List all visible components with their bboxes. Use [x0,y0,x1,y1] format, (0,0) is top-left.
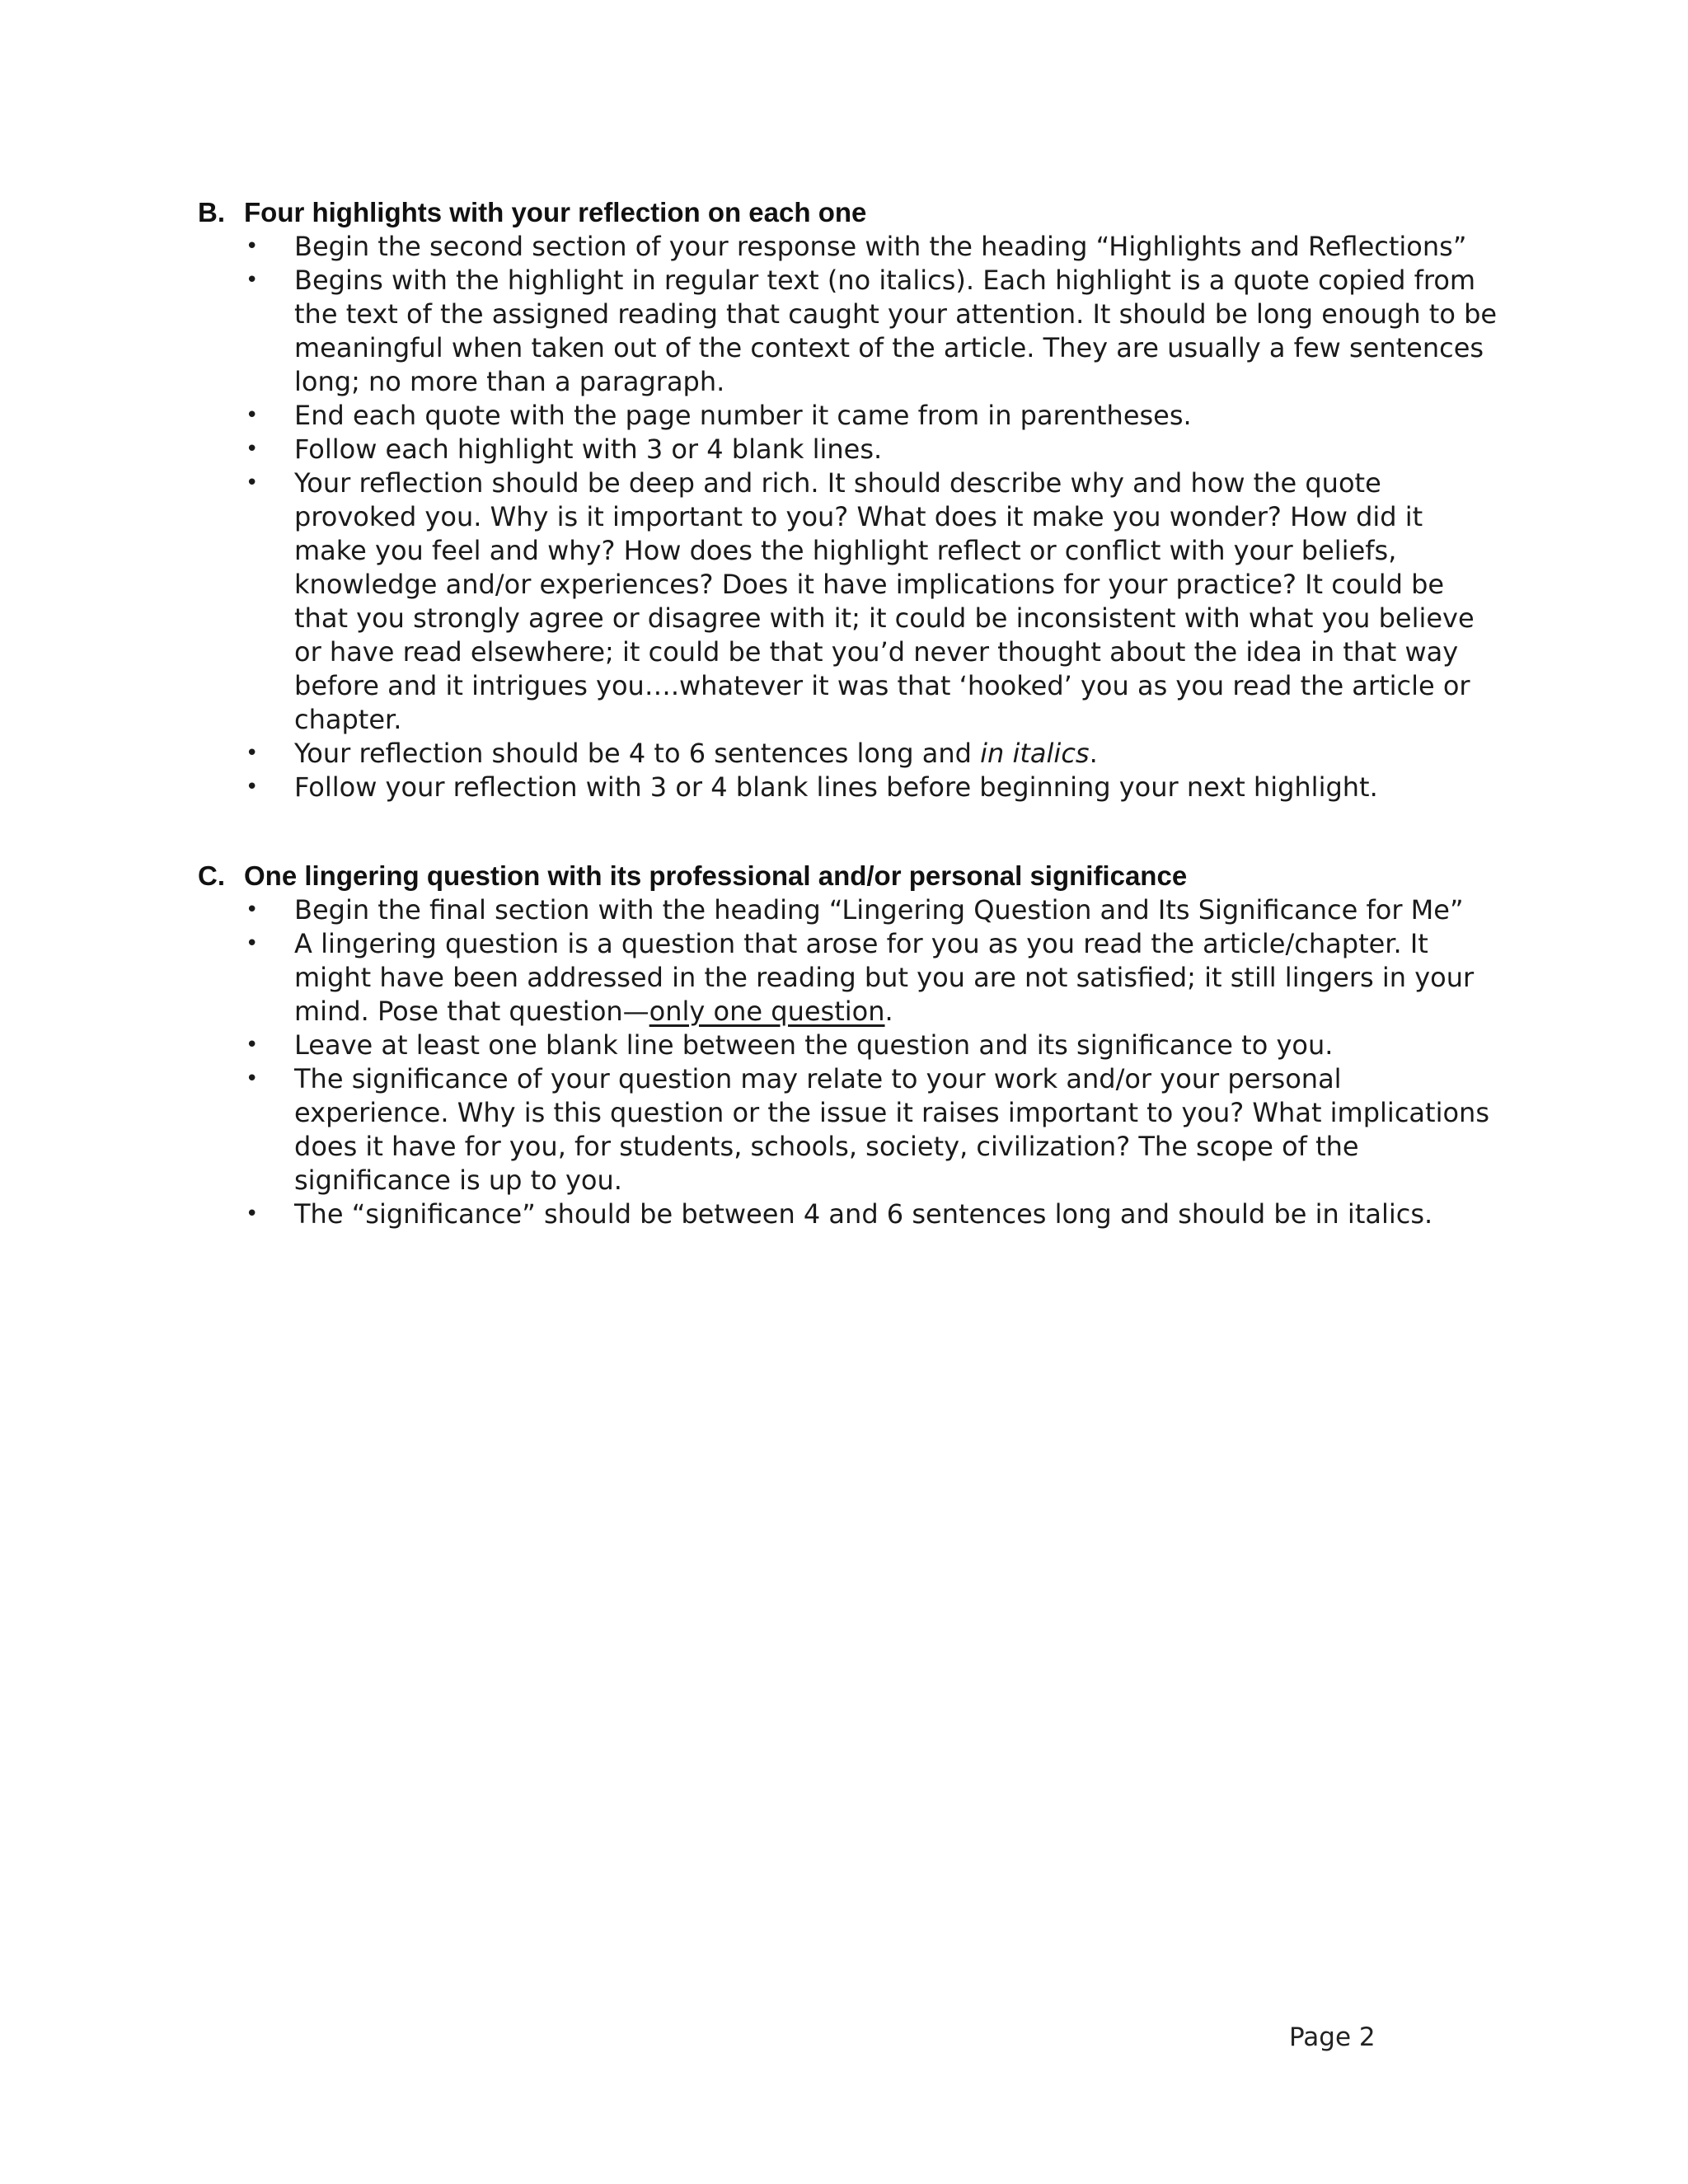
section-b-bullet-list [198,230,1500,804]
bullet-text: Follow your reflection with 3 or 4 blank lines before beginning your next highlight. [294,771,1378,803]
underlined-emphasis: only one question [649,996,885,1027]
bullet-text: End each quote with the page number it came from in parentheses. [294,400,1192,431]
section-b-heading [198,196,1500,229]
list-item [198,433,1500,466]
section-c-bullet-list [198,893,1500,1231]
list-item [198,264,1500,399]
bullet-text-part: . [1089,738,1098,769]
list-item [198,893,1500,927]
bullet-icon: • [246,234,259,259]
section-c-heading [198,860,1500,893]
list-item [198,1029,1500,1062]
list-item [198,466,1500,737]
list-item [198,399,1500,433]
bullet-icon: • [246,403,259,428]
bullet-text: Begins with the highlight in regular text (no italics). Each highlight is a quote copied from the text of the assigned reading that caught your attention. It should be long enough to be meaningful when taken out of the context of the article. They are usually a few sentences long; no more than a paragraph. [294,265,1498,397]
list-item [198,737,1500,771]
bullet-text: Begin the second section of your response with the heading “Highlights and Reflections” [294,231,1467,262]
bullet-icon: • [246,741,259,766]
bullet-icon: • [246,898,259,922]
bullet-text-part: . [884,996,893,1027]
bullet-text-part: A lingering question is a question that arose for you as you read the article/chapter. It might have been addressed in the reading but you are not satisfied; it still lingers in your mind. Pose that question— [294,928,1475,1027]
bullet-icon: • [246,437,259,462]
bullet-icon: • [246,775,259,799]
bullet-text: Your reflection should be deep and rich. It should describe why and how the quote provoked you. Why is it important to you? What does it make you wonder? How did it make you feel and why? How does the highlight reflect or conflict with your beliefs, knowledge and/or experiences? Does it have implications for your practice? It could be that you strongly agree or disagree with it; it could be inconsistent with what you believe or have read elsewhere; it could be that you’d never thought about the idea in that way before and it intrigues you….whatever it was that ‘hooked’ you as you read the article or chapter. [294,467,1475,735]
bullet-text: The “significance” should be between 4 and 6 sentences long and should be in italics. [294,1198,1433,1230]
section-c-title: One lingering question with its professional and/or personal significance [244,860,1188,891]
page-number: Page 2 [1289,2022,1376,2052]
bullet-text-part: Your reflection should be 4 to 6 sentences long and [294,738,981,769]
section-b [198,196,1500,804]
bullet-icon: • [246,471,259,495]
bullet-icon: • [246,931,259,956]
bullet-icon: • [246,1066,259,1091]
list-item [198,1062,1500,1197]
bullet-text: Leave at least one blank line between the question and its significance to you. [294,1029,1334,1061]
bullet-text: The significance of your question may relate to your work and/or your personal experience. Why is this question or the issue it raises important to you? What implications does it have for you, for students, schools, society, civilization? The scope of the significance is up to you. [294,1063,1489,1196]
bullet-icon: • [246,1033,259,1057]
list-item [198,771,1500,804]
bullet-text [294,927,1500,1029]
bullet-text: Begin the final section with the heading “Lingering Question and Its Significance for Me” [294,894,1464,926]
bullet-text: Follow each highlight with 3 or 4 blank lines. [294,434,883,465]
list-item [198,1197,1500,1231]
list-item [198,230,1500,264]
section-b-title: Four highlights with your reflection on each one [244,197,867,227]
section-b-letter: B. [198,197,225,227]
bullet-icon: • [246,1202,259,1226]
section-c-letter: C. [198,860,225,891]
section-c [198,860,1500,1231]
list-item [198,927,1500,1029]
bullet-text [294,737,1500,771]
bullet-icon: • [246,268,259,293]
italic-emphasis: in italics [980,738,1090,769]
